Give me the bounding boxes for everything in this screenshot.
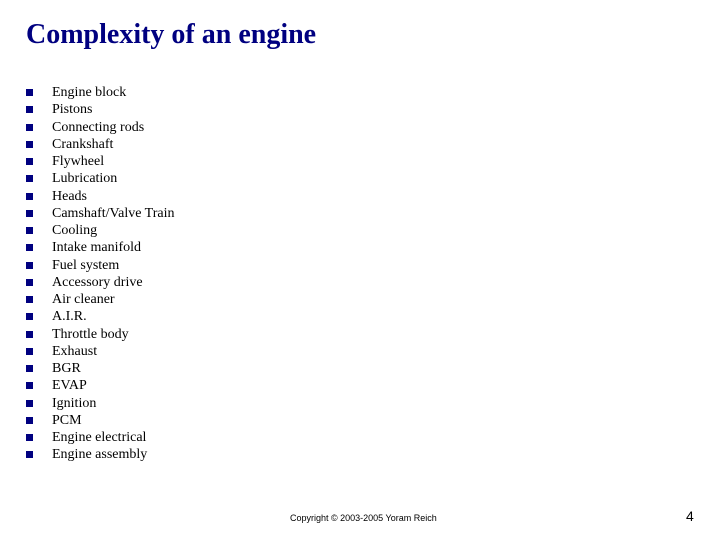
bullet-item-label: Engine electrical — [52, 430, 147, 445]
bullet-item-label: Pistons — [52, 102, 93, 118]
square-bullet-icon — [26, 262, 33, 269]
square-bullet-icon — [26, 279, 33, 286]
square-bullet-icon — [26, 331, 33, 338]
bullet-item-label: Accessory drive — [52, 274, 143, 290]
square-bullet-icon — [26, 106, 33, 113]
square-bullet-icon — [26, 400, 33, 407]
square-bullet-icon — [26, 348, 33, 355]
square-bullet-icon — [26, 124, 33, 131]
square-bullet-icon — [26, 210, 33, 217]
square-bullet-icon — [26, 434, 33, 441]
footer-copyright: Copyright © 2003-2005 Yoram Reich — [290, 513, 437, 523]
bullet-item-label: Intake manifold — [52, 240, 142, 256]
bullet-item-label: Heads — [52, 188, 87, 204]
square-bullet-icon — [26, 158, 33, 165]
square-bullet-icon — [26, 141, 33, 148]
bullet-item-label: Engine assembly — [52, 447, 148, 463]
slide-title: Complexity of an engine — [26, 19, 317, 50]
bullet-item-label: BGR — [52, 361, 81, 376]
square-bullet-icon — [26, 296, 33, 303]
square-bullet-icon — [26, 89, 33, 96]
bullet-item-label: PCM — [52, 412, 82, 428]
bullet-item-label: Connecting rods — [52, 119, 145, 135]
bullet-item-label: Camshaft/Valve Train — [52, 205, 175, 221]
bullet-item-label: Flywheel — [52, 154, 105, 169]
bullet-item-label: Exhaust — [52, 343, 98, 359]
page-number: 4 — [686, 508, 694, 524]
square-bullet-icon — [26, 313, 33, 320]
square-bullet-icon — [26, 193, 33, 200]
square-bullet-icon — [26, 244, 33, 251]
square-bullet-icon — [26, 365, 33, 372]
bullet-item-label: Cooling — [52, 223, 98, 238]
bullet-item-label: Engine block — [52, 85, 127, 100]
square-bullet-icon — [26, 382, 33, 389]
square-bullet-icon — [26, 417, 33, 424]
bullet-item-label: Air cleaner — [52, 292, 115, 307]
square-bullet-icon — [26, 451, 33, 458]
bullet-item-label: Ignition — [52, 395, 97, 411]
square-bullet-icon — [26, 175, 33, 182]
bullet-item-label: EVAP — [52, 378, 87, 394]
bullet-item-label: A.I.R. — [52, 309, 87, 325]
bullet-item-label: Fuel system — [52, 257, 120, 273]
bullet-item-label: Lubrication — [52, 171, 118, 187]
square-bullet-icon — [26, 227, 33, 234]
bullet-item-label: Crankshaft — [52, 136, 114, 152]
bullet-item-label: Throttle body — [52, 326, 129, 342]
